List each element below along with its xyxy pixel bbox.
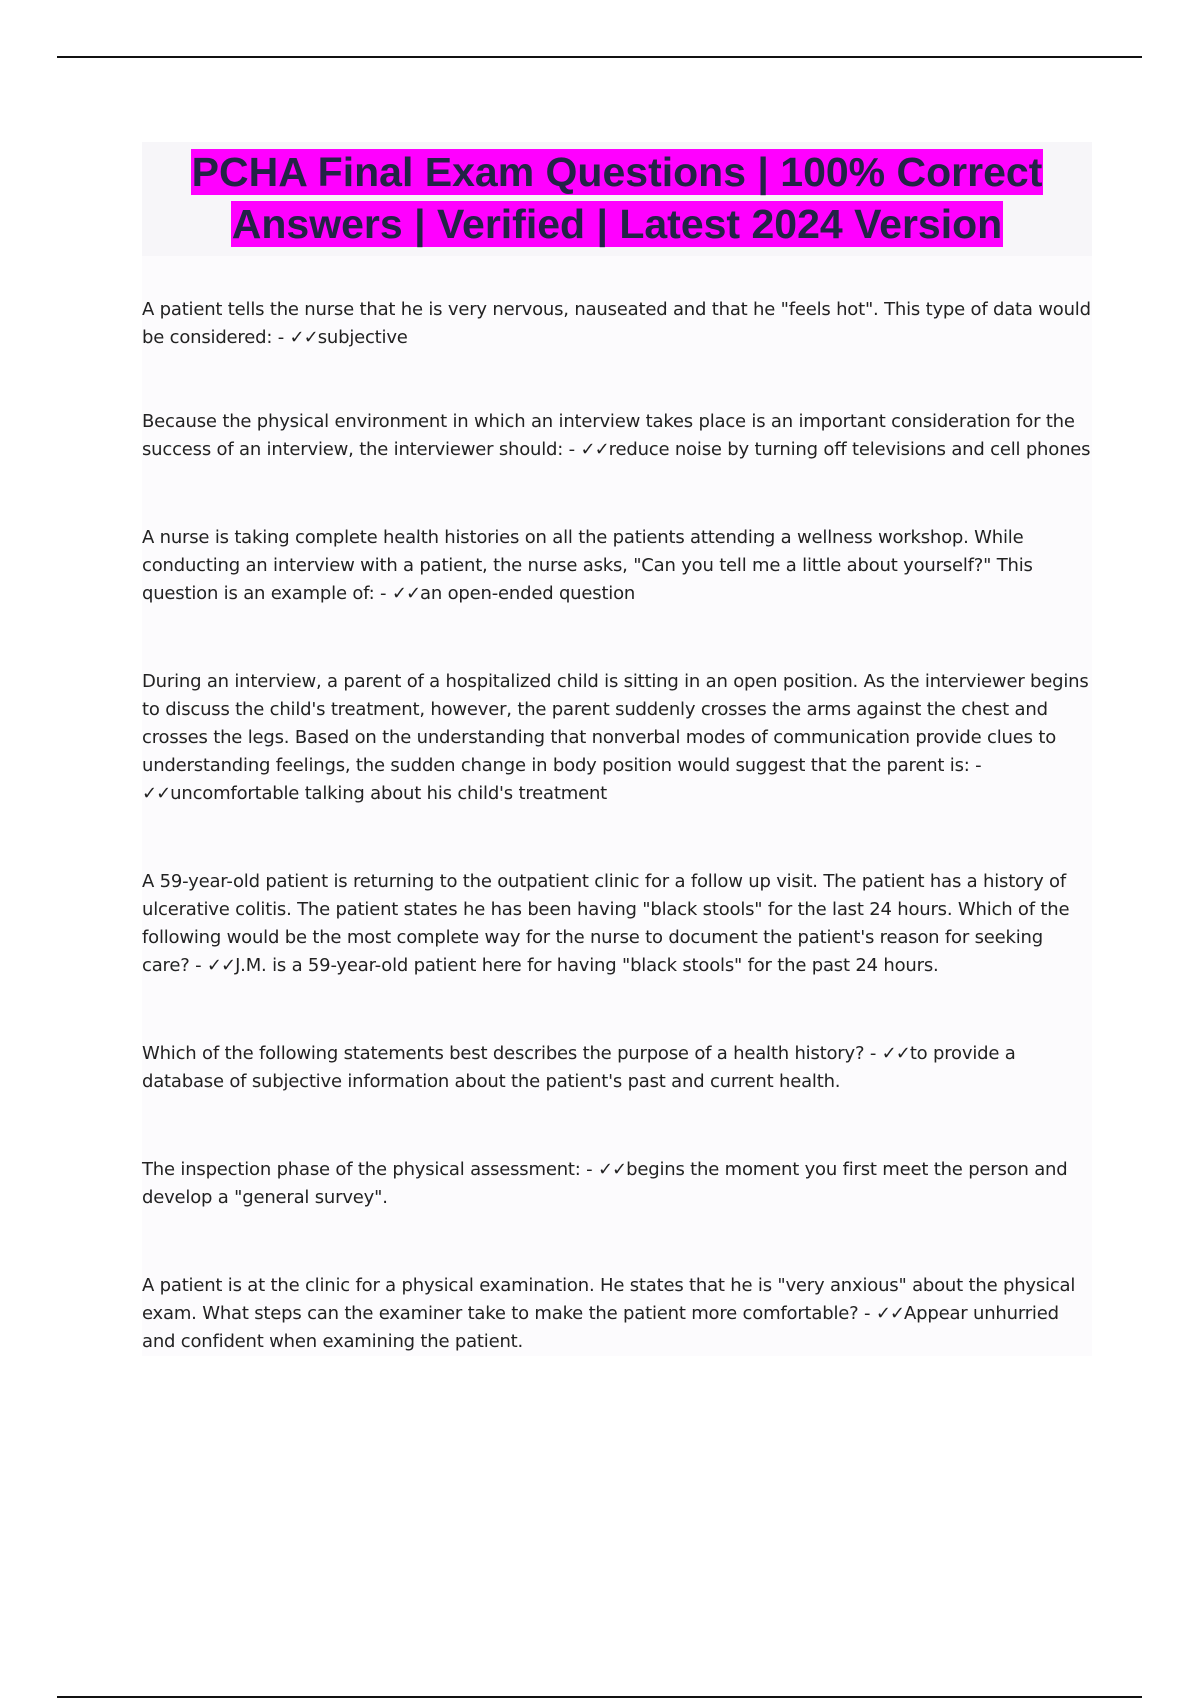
- qa-item: [142, 524, 1092, 608]
- check-marks-icon: ✓✓: [875, 1303, 905, 1324]
- separator: -: [969, 755, 982, 776]
- check-marks-icon: ✓✓: [206, 955, 236, 976]
- question-text: The inspection phase of the physical assessment:: [142, 1159, 581, 1180]
- qa-item: [142, 1156, 1092, 1212]
- check-marks-icon: ✓✓: [580, 439, 609, 460]
- qa-item: [142, 868, 1092, 980]
- answer-text: uncomfortable talking about his child's treatment: [170, 783, 608, 804]
- title-block: [142, 142, 1092, 256]
- qa-item: [142, 408, 1092, 464]
- separator: -: [563, 439, 581, 460]
- question-text: During an interview, a parent of a hospitalized child is sitting in an open position. As the interviewer begins to discuss the child's treatment, however, the parent suddenly crosses the arms against the chest and crosses the legs. Based on the understanding that nonverbal modes of communication provide clues to understanding feelings, the sudden change in body position would suggest that the parent is:: [142, 671, 1089, 776]
- question-text: A nurse is taking complete health histories on all the patients attending a wellness workshop. While conducting an interview with a patient, the nurse asks, "Can you tell me a little about yourself?" This question is an example of:: [142, 527, 1033, 604]
- answer-text: J.M. is a 59-year-old patient here for having "black stools" for the past 24 hours.: [235, 955, 939, 976]
- answer-text: subjective: [317, 327, 408, 348]
- question-text: A patient tells the nurse that he is very nervous, nauseated and that he "feels hot". This type of data would be considered:: [142, 299, 1091, 348]
- answer-text: an open-ended question: [420, 583, 636, 604]
- question-text: Which of the following statements best describes the purpose of a health history?: [142, 1043, 865, 1064]
- check-marks-icon: ✓✓: [881, 1043, 910, 1064]
- check-marks-icon: ✓✓: [391, 583, 421, 604]
- separator: -: [374, 583, 392, 604]
- check-marks-icon: ✓✓: [597, 1159, 627, 1180]
- top-rule: [57, 56, 1142, 58]
- qa-item: [142, 296, 1092, 352]
- document-title: [142, 146, 1092, 250]
- qa-item: [142, 1040, 1092, 1096]
- bottom-rule: [57, 1696, 1142, 1698]
- separator: -: [864, 1043, 882, 1064]
- title-line-2: Answers | Verified | Latest 2024 Version: [231, 201, 1003, 247]
- answer-text: begins the moment you first meet the person and develop a "general survey".: [142, 1159, 1068, 1208]
- answer-text: reduce noise by turning off televisions and cell phones: [608, 439, 1091, 460]
- separator: -: [858, 1303, 876, 1324]
- check-marks-icon: ✓✓: [289, 327, 318, 348]
- question-text: A 59-year-old patient is returning to the outpatient clinic for a follow up visit. The patient has a history of ulcerative colitis. The patient states he has been having "black stools" for the last 24 hours. Which of the following would be the most complete way for the nurse to document the patient's reason for seeking care?: [142, 871, 1070, 976]
- separator: -: [580, 1159, 598, 1180]
- question-text: A patient is at the clinic for a physical examination. He states that he is "very anxious" about the physical exam. What steps can the examiner take to make the patient more comfortable?: [142, 1275, 1076, 1324]
- separator: -: [272, 327, 290, 348]
- check-marks-icon: ✓✓: [142, 783, 171, 804]
- question-list: [142, 296, 1092, 1356]
- qa-item: [142, 1272, 1092, 1356]
- document-page: [142, 142, 1092, 1356]
- answer-text: to provide a database of subjective information about the patient's past and current health.: [142, 1043, 1016, 1092]
- qa-item: [142, 668, 1092, 808]
- answer-text: Appear unhurried and confident when examining the patient.: [142, 1303, 1059, 1352]
- separator: -: [189, 955, 207, 976]
- question-text: Because the physical environment in which an interview takes place is an important consideration for the success of an interview, the interviewer should:: [142, 411, 1075, 460]
- title-line-1: PCHA Final Exam Questions | 100% Correct: [191, 149, 1043, 195]
